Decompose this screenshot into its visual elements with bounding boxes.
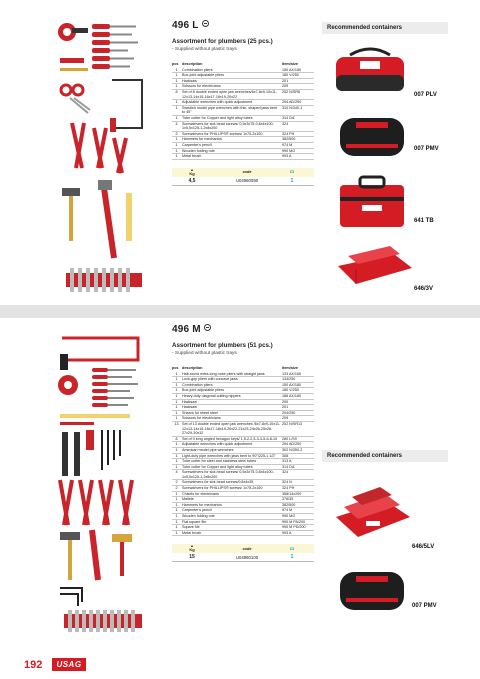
item-pcs: 1 — [172, 459, 182, 465]
item-size: 974 M — [282, 142, 314, 148]
item-description: Heavy-duty diagonal cutting nippers — [182, 393, 282, 399]
page-number: 192 — [24, 659, 43, 671]
table-row — [172, 89, 314, 99]
item-size: 313 A — [282, 459, 314, 465]
usag-logo: USAG — [52, 658, 86, 671]
item-size: 252 N/SR8 — [282, 89, 314, 99]
table-row — [172, 154, 314, 160]
item-pcs: 1 — [172, 382, 182, 388]
item-description: Hacksaw — [182, 399, 282, 405]
table-row — [172, 464, 314, 470]
item-size: 324 N — [282, 480, 314, 486]
summary-block: ▲ Kg code ▭ 15 U04960100 1 — [172, 544, 314, 562]
item-description: Hammers for mechanics — [182, 137, 282, 143]
item-size: 294 AD/250 — [282, 442, 314, 448]
item-size: 204/250 — [282, 410, 314, 416]
col-size: item/size — [282, 366, 299, 370]
item-size: 376/35 — [282, 497, 314, 503]
table-row — [172, 105, 314, 115]
item-description: Light-duty pipe wrenches with jaws bent to 90°/225-1 1/2" — [182, 453, 282, 459]
order-code: U04960100 — [235, 554, 259, 560]
item-description: Combination pliers — [182, 382, 282, 388]
item-description: Tube cutter for steel and stainless steel tubes — [182, 459, 282, 465]
item-pcs: 1 — [172, 405, 182, 411]
pack-qty: 1 — [290, 177, 294, 184]
item-pcs: 1 — [172, 84, 182, 90]
item-size: 150 AX/180 — [282, 382, 314, 388]
toolbox-image — [336, 175, 408, 231]
item-description: Shears for sheet steel — [182, 410, 282, 416]
item-size: 310 N/340-1 — [282, 105, 314, 115]
section-divider — [0, 305, 480, 318]
pack-qty: 1 — [290, 554, 294, 561]
item-size: 974 M — [282, 508, 314, 514]
item-description: Swedish model pipe wrenches with thin, shaped jaws bent to 45° — [182, 105, 282, 115]
item-size: 324 — [282, 121, 314, 131]
item-description: Hammers for mechanics — [182, 502, 282, 508]
item-description: Tube cutter for Copper and light alloy tubes — [182, 464, 282, 470]
col-pcs: pcs — [172, 366, 179, 370]
item-size: 358/14x200 — [282, 491, 314, 497]
table-row — [172, 470, 314, 480]
item-pcs: 1 — [172, 497, 182, 503]
item-size: 180 V/250 — [282, 388, 314, 394]
item-size: 209 — [282, 416, 314, 422]
tool-roll-image — [336, 114, 408, 160]
item-pcs: 13 — [172, 421, 182, 436]
product-code: 496 M — [172, 324, 314, 335]
containers-heading: Recommended containers — [322, 450, 448, 462]
item-pcs: 1 — [172, 137, 182, 143]
item-pcs: 1 — [172, 399, 182, 405]
item-description: Screwdrivers for slot-head screws/ 0,5x3x75-0,8x4x100-1x5,5x125-1,2x8x200 — [182, 121, 282, 131]
item-description: Box-joint adjustable pliers — [182, 73, 282, 79]
item-description: Tube cutter for Copper and light alloy tubes — [182, 115, 282, 121]
item-pcs: 1 — [172, 491, 182, 497]
item-size: 382/500 — [282, 502, 314, 508]
minus-circle-icon — [202, 20, 209, 27]
product-subtitle: - Supplied without plastic trays — [172, 47, 237, 52]
containers-heading: Recommended containers — [322, 22, 448, 34]
item-pcs: 1 — [172, 464, 182, 470]
section-496-m — [0, 318, 480, 648]
col-description: description — [182, 366, 203, 370]
item-size: 134/250 — [282, 377, 314, 383]
item-description: Wooden folding rule — [182, 514, 282, 520]
summary-block: ▲ Kg code ▭ 4,5 U04960090 1 — [172, 168, 314, 186]
item-description: Set of 13 double ended open jaw wrenches /6x7-8x9-10x11-12x13-14x15-16x17-18x19-20x22-21x23-24x26-25x28-27x29-30x32 — [182, 421, 281, 436]
order-code: U04960090 — [235, 178, 259, 184]
items-table — [172, 366, 314, 536]
tool-set-image-496-l — [52, 18, 152, 303]
weight-icon: ▲ — [190, 167, 194, 172]
item-pcs: 1 — [172, 530, 182, 536]
item-pcs: 1 — [172, 388, 182, 394]
item-size: 280 L/S9 — [282, 436, 314, 442]
product-496-m — [172, 324, 314, 562]
item-pcs: 1 — [172, 372, 182, 377]
item-pcs: 1 — [172, 442, 182, 448]
item-description: Adjustable wrenches with quick adjustment — [182, 100, 282, 106]
item-description: Carpenter's pencil — [182, 508, 282, 514]
item-pcs: 1 — [172, 377, 182, 383]
table-row — [172, 530, 314, 536]
product-title: Assortment for plumbers (51 pcs.) — [172, 342, 273, 349]
table-row — [172, 115, 314, 121]
item-pcs: 2 — [172, 486, 182, 492]
bag-image — [330, 45, 410, 95]
item-pcs: 1 — [172, 508, 182, 514]
item-size: 324 PH — [282, 131, 314, 137]
item-size: 308 — [282, 453, 314, 459]
item-size: 294 AD/250 — [282, 100, 314, 106]
table-row — [172, 436, 314, 442]
container-code: 007 PMV — [414, 146, 439, 152]
item-pcs: 1 — [172, 105, 182, 115]
item-pcs: 1 — [172, 68, 182, 73]
item-pcs: 8 — [172, 89, 182, 99]
item-pcs: 2 — [172, 131, 182, 137]
item-pcs: 1 — [172, 73, 182, 79]
table-row — [172, 131, 314, 137]
weight-value: 15 — [189, 554, 195, 561]
item-pcs: 1 — [172, 447, 182, 453]
item-size: 990 M PD/200 — [282, 525, 314, 531]
table-row — [172, 121, 314, 131]
item-description: Flat square file — [182, 519, 282, 525]
product-title: Assortment for plumbers (25 pcs.) — [172, 38, 273, 45]
item-pcs: 1 — [172, 393, 182, 399]
item-description: Scissors for electricians — [182, 84, 282, 90]
item-description: Screwdrivers for PHILLIPS® screws/ 1x75-2x100 — [182, 486, 282, 492]
item-size: 990 M PA/200 — [282, 519, 314, 525]
item-description: Square file — [182, 525, 282, 531]
item-size: 324 PH — [282, 486, 314, 492]
item-pcs: 1 — [172, 410, 182, 416]
item-description: Set of 8 double ended open jaw wrenches/6x7-8x9-10x11-12x13-14x15-16x17-18x19-20x22 — [182, 89, 282, 99]
container-code: 646/3V — [414, 286, 434, 292]
item-description: Metal brush — [182, 530, 282, 536]
package-icon: ▭ — [289, 169, 295, 176]
item-pcs: 1 — [172, 519, 182, 525]
cantilever-box-image — [334, 240, 416, 290]
item-pcs: 1 — [172, 148, 182, 154]
item-description: Box-joint adjustable pliers — [182, 388, 282, 394]
item-size: 150 AX/180 — [282, 68, 314, 73]
item-pcs: 2 — [172, 480, 182, 486]
col-description: description — [182, 62, 203, 66]
item-description: Half-round extra-long nose pliers with straight jaws — [182, 372, 282, 377]
item-description: Carpenter's pencil — [182, 142, 282, 148]
item-description: Hacksaw — [182, 405, 282, 411]
item-pcs: 1 — [172, 525, 182, 531]
table-row — [172, 100, 314, 106]
table-row — [172, 442, 314, 448]
item-size: 382/500 — [282, 137, 314, 143]
container-code: 007 PLV — [414, 92, 437, 98]
item-description: Combination pliers — [182, 68, 282, 73]
item-size: 990 M/2 — [282, 148, 314, 154]
item-size: 990 M/2 — [282, 514, 314, 520]
item-description: Set of 9 long angled hexagon keys/ 1,5-2-2,5-3-4-5-6-8-10 — [182, 436, 282, 442]
item-size: 993 A — [282, 154, 314, 160]
item-description: Chisels for electricians — [182, 491, 282, 497]
table-row — [172, 421, 314, 436]
item-description: Scissors for electricians — [182, 416, 282, 422]
item-description: Mallets — [182, 497, 282, 503]
container-code: 646/5LV — [412, 544, 435, 550]
item-size: 201 — [282, 78, 314, 84]
item-pcs: 1 — [172, 154, 182, 160]
item-pcs: 1 — [172, 453, 182, 459]
item-pcs: 8 — [172, 436, 182, 442]
item-pcs: 1 — [172, 78, 182, 84]
item-pcs: 1 — [172, 502, 182, 508]
tool-set-image-496-m — [52, 330, 152, 640]
item-pcs: 1 — [172, 142, 182, 148]
cantilever-box-image — [330, 483, 414, 547]
weight-icon: ▲ — [190, 544, 194, 549]
item-size: 180 V/250 — [282, 73, 314, 79]
item-description: Wooden folding rule — [182, 148, 282, 154]
item-size: 209 — [282, 84, 314, 90]
item-pcs: 1 — [172, 416, 182, 422]
item-size: 302 N/350-2 — [282, 447, 314, 453]
package-icon: ▭ — [289, 545, 295, 552]
item-description: Lock-grip pliers with concave jaws — [182, 377, 282, 383]
item-size: 993 A — [282, 530, 314, 536]
table-row — [172, 372, 314, 377]
tool-roll-image — [336, 568, 408, 614]
item-size: 201 — [282, 405, 314, 411]
col-pcs: pcs — [172, 62, 179, 66]
item-size: 252 N/SR13 — [282, 421, 314, 436]
item-pcs: 1 — [172, 100, 182, 106]
product-496-l — [172, 20, 314, 186]
item-description: Adjustable wrenches with quick adjustment — [182, 442, 282, 448]
item-pcs: 4 — [172, 470, 182, 480]
container-code: 641 TB — [414, 218, 434, 224]
item-size: 324 — [282, 470, 314, 480]
page-footer — [0, 651, 480, 679]
item-description: Hacksaw — [182, 78, 282, 84]
item-size: 200 — [282, 399, 314, 405]
weight-value: 4,5 — [188, 177, 196, 184]
minus-circle-icon — [204, 324, 211, 331]
container-code: 007 PMV — [412, 603, 437, 609]
item-description: American model pipe wrenches — [182, 447, 282, 453]
item-description: Screwdrivers for slot-head screws/ 0,5x3x75-0,8x4x100-1x5,5x125-1,2x8x200 — [182, 470, 282, 480]
section-496-l — [0, 0, 480, 305]
item-description: Metal brush — [182, 154, 282, 160]
item-size: 133 AX/160 — [282, 372, 314, 377]
table-row — [172, 486, 314, 492]
product-subtitle: - Supplied without plastic trays — [172, 351, 237, 356]
col-size: item/size — [282, 62, 299, 66]
item-description: Screwdrivers for slot-head screws/0,8x4x35 — [182, 480, 282, 486]
item-pcs: 1 — [172, 514, 182, 520]
item-pcs: 1 — [172, 115, 182, 121]
product-code: 496 L — [172, 20, 314, 31]
item-size: 186 AX/160 — [282, 393, 314, 399]
item-description: Screwdrivers for PHILLIPS® screws/ 1x75-2x100 — [182, 131, 282, 137]
items-table — [172, 62, 314, 160]
item-size: 314 DA — [282, 464, 314, 470]
item-size: 314 DA — [282, 115, 314, 121]
item-pcs: 4 — [172, 121, 182, 131]
